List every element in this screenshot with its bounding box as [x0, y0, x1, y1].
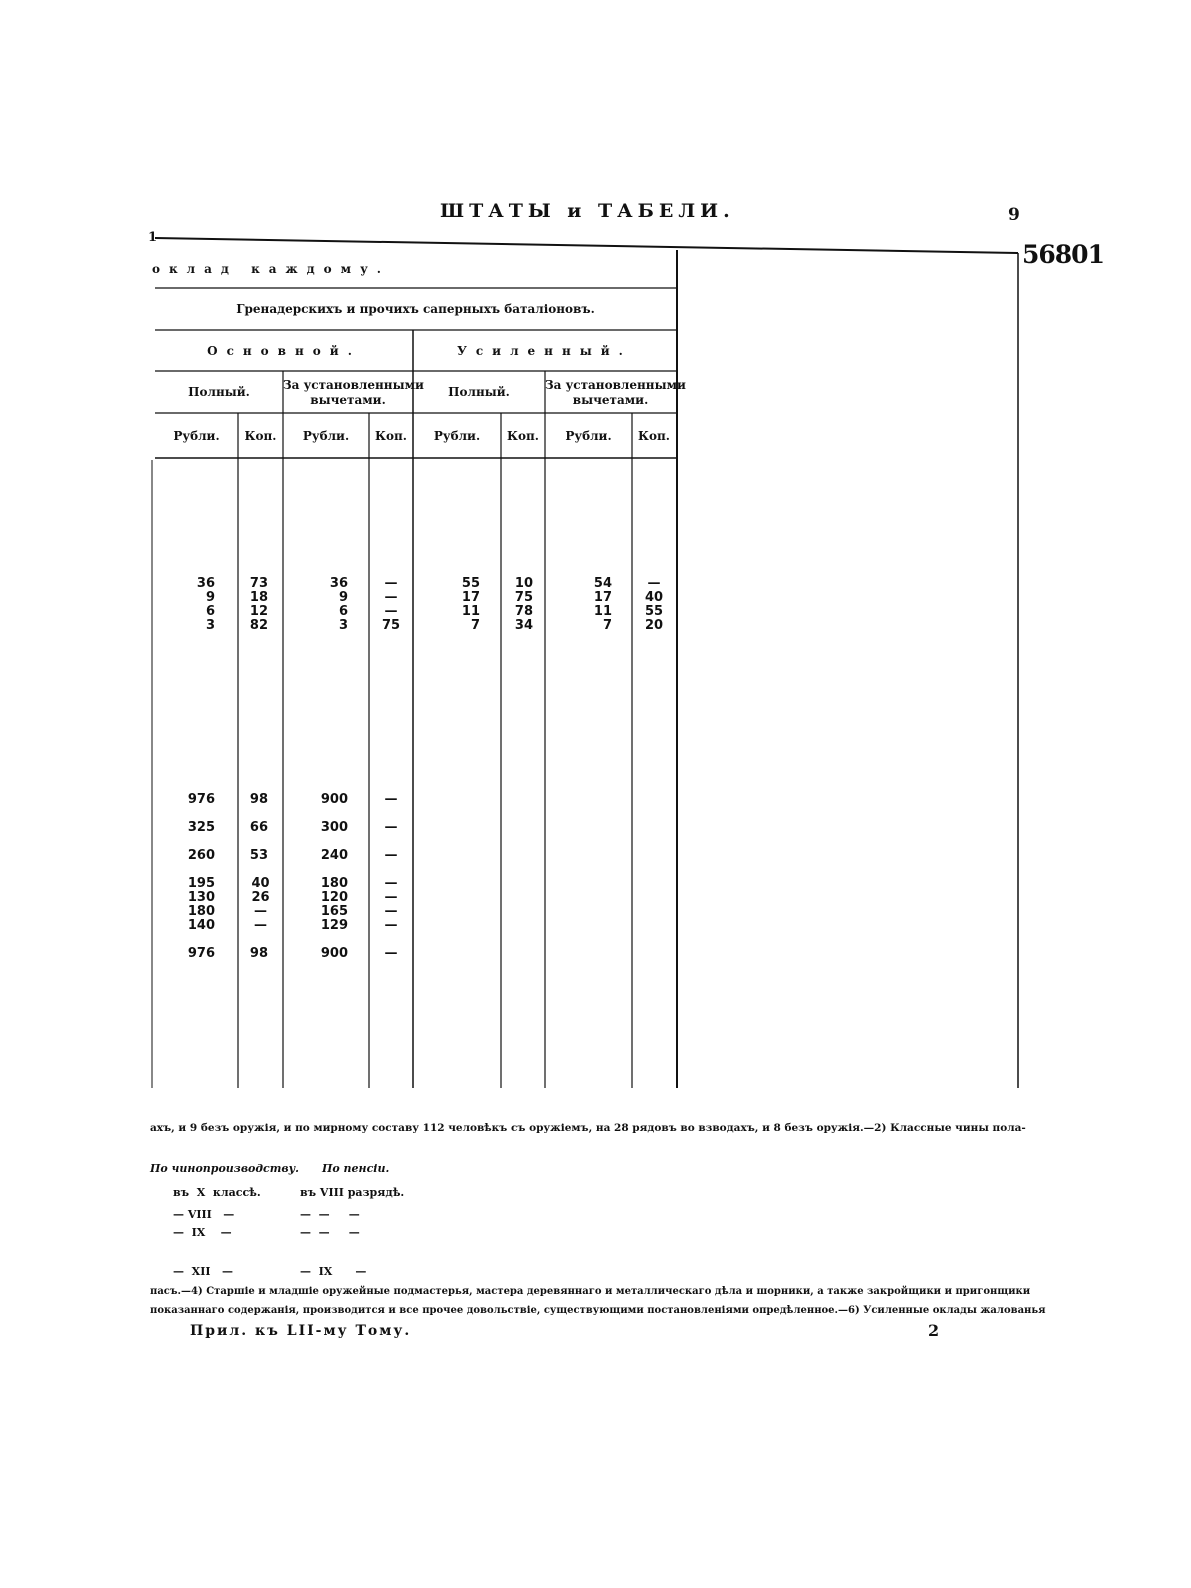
subheader-enhanced: Усиленный. — [457, 344, 632, 358]
unit-rub-4: Рубли. — [565, 429, 612, 443]
unit-kop-2: Коп. — [375, 429, 407, 443]
b2-group-c3: 180 120 165 129 — [320, 876, 348, 933]
footnote-head-promotion: По чинопроизводству. — [150, 1162, 299, 1175]
subheader-basic: Основной. — [207, 344, 361, 358]
b2-r8-c3: 900 — [320, 946, 348, 961]
volume-note: Прил. къ LII-му Тому. — [190, 1323, 412, 1339]
signature-number: 2 — [928, 1321, 940, 1340]
col-deduct2-line1: За установленными — [545, 378, 686, 392]
col-deduct-line1: За установленными — [283, 378, 424, 392]
b2-group-c2: 40 26 — — — [251, 876, 270, 933]
page-title: ШТАТЫ и ТАБЕЛИ. — [440, 200, 735, 222]
b2-r1-c1: 976 — [187, 792, 215, 807]
footnote-line-2: пасъ.—4) Старшіе и младшіе оружейные подмастерья, мастера деревяннаго и металлическаго дѣла и шорники, а также закройщики и пригонщики — [150, 1286, 1031, 1297]
b2-r1-c3: 900 — [320, 792, 348, 807]
footnote-line-3: показаннаго содержанія, производится и все прочее довольствіе, существующими постановленіями опредѣленное.—6) Усиленные оклады жалованья — [150, 1305, 1046, 1316]
b2-r1-c4: — — [384, 792, 398, 807]
b1-col8: — 40 55 20 — [644, 576, 664, 633]
b2-r2-c3: 300 — [320, 820, 348, 835]
col-full-2: Полный. — [448, 385, 510, 399]
col-full: Полный. — [188, 385, 250, 399]
b2-r2-c2: 66 — [249, 820, 268, 835]
footnote-row1-right: въ VIII разрядѣ. — [300, 1186, 405, 1199]
b2-r3-c2: 53 — [249, 848, 268, 863]
b2-r3-c3: 240 — [320, 848, 348, 863]
b2-r1-c2: 98 — [249, 792, 268, 807]
b2-r8-c4: — — [384, 946, 398, 961]
footnote-row1-left: въ X классѣ. — [173, 1186, 261, 1199]
b1-col3: 36 9 6 3 — [329, 576, 348, 633]
group-header: Гренадерскихъ и прочихъ саперныхъ баталіоновъ. — [236, 302, 595, 316]
b2-group-c4: — — — — — [384, 876, 398, 933]
footnote-row2-right: — — — — [300, 1208, 360, 1221]
footnote-row3-right: — — — — [300, 1226, 360, 1239]
b2-r2-c1: 325 — [187, 820, 215, 835]
col-deduct2-line2: вычетами. — [572, 393, 649, 407]
b1-col1: 36 9 6 3 — [196, 576, 215, 633]
unit-kop-1: Коп. — [244, 429, 277, 443]
b1-col7: 54 17 11 7 — [593, 576, 612, 633]
page-number: 9 — [1008, 205, 1020, 225]
footnote-row2-left: — VIII — — [173, 1208, 235, 1221]
b2-group-c1: 195 130 180 140 — [187, 876, 215, 933]
unit-kop-3: Коп. — [507, 429, 539, 443]
footnote-head-pension: По пенсіи. — [322, 1162, 390, 1175]
b2-r2-c4: — — [384, 820, 398, 835]
b1-col6: 10 75 78 34 — [514, 576, 533, 633]
corner-mark: 1 — [148, 230, 158, 245]
unit-kop-4: Коп. — [638, 429, 670, 443]
b2-r3-c1: 260 — [187, 848, 215, 863]
b1-col4: — — — 75 — [381, 576, 401, 633]
b1-col5: 55 17 11 7 — [461, 576, 480, 633]
footnote-row4-right: — IX — — [300, 1265, 367, 1278]
col-deduct-line2: вычетами. — [310, 393, 386, 407]
footnote-row4-left: — XII — — [173, 1265, 233, 1278]
b1-col2: 73 18 12 82 — [249, 576, 268, 633]
header-top: оклад каждому. — [152, 262, 390, 276]
footnote-row3-left: — IX — — [173, 1226, 232, 1239]
b2-r8-c2: 98 — [249, 946, 268, 961]
unit-rub-3: Рубли. — [433, 429, 481, 443]
unit-rub-2: Рубли. — [302, 429, 350, 443]
b2-r3-c4: — — [384, 848, 398, 863]
unit-rub-1: Рубли. — [173, 429, 220, 443]
b2-r8-c1: 976 — [187, 946, 215, 961]
inventory-stamp: 56801 — [1022, 240, 1104, 269]
footnote-line-1: ахъ, и 9 безъ оружія, и по мирному составу 112 человѣкъ съ оружіемъ, на 28 рядовъ во взводахъ, и 8 безъ оружія.—2) Классные чины пола- — [150, 1122, 1026, 1134]
